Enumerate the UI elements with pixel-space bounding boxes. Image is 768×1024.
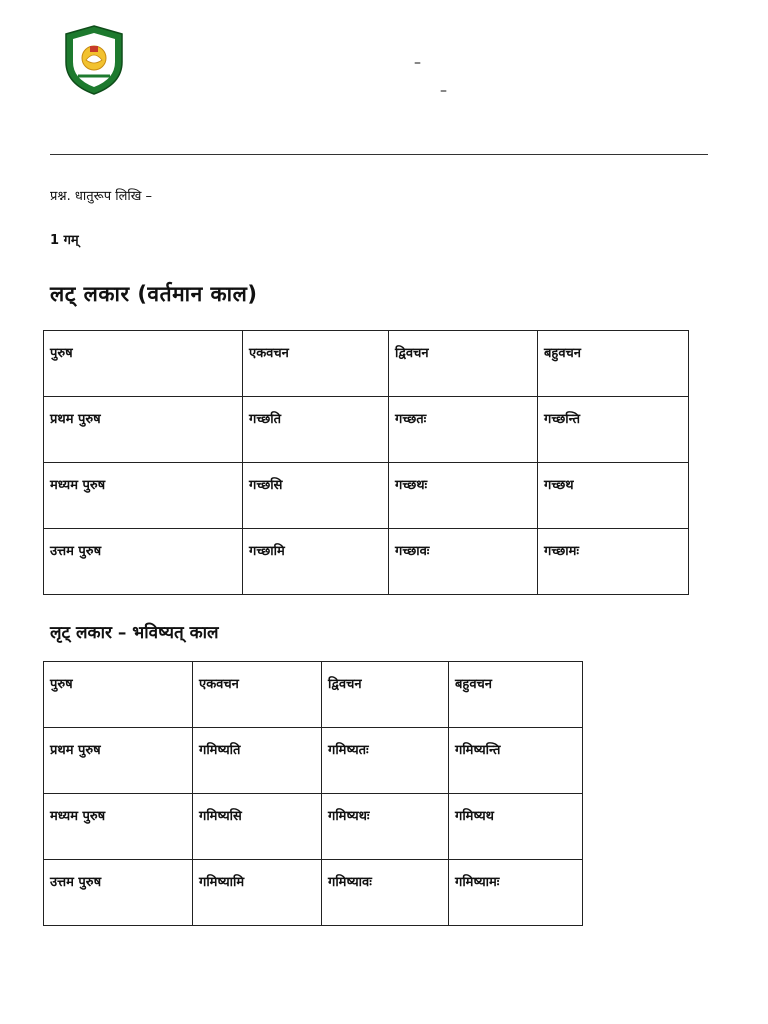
table-cell: गच्छन्ति: [538, 397, 689, 463]
table-header-cell: बहुवचन: [449, 662, 583, 728]
school-crest-logo: [60, 24, 128, 96]
table-cell: उत्तम पुरुष: [44, 860, 193, 926]
table-cell: गमिष्यति: [193, 728, 322, 794]
lat-lakar-table: [43, 330, 689, 595]
table-cell: गच्छथः: [389, 463, 538, 529]
table-header-row: [44, 662, 583, 728]
table-row: [44, 397, 689, 463]
table-cell: गच्छथ: [538, 463, 689, 529]
horizontal-divider: [50, 154, 708, 155]
table-cell: गच्छामः: [538, 529, 689, 595]
table-cell: गमिष्यामि: [193, 860, 322, 926]
table-cell: गच्छावः: [389, 529, 538, 595]
question-text: प्रश्न. धातुरूप लिखि –: [50, 189, 153, 204]
table-cell: उत्तम पुरुष: [44, 529, 243, 595]
table-cell: गच्छतः: [389, 397, 538, 463]
table-cell: प्रथम पुरुष: [44, 728, 193, 794]
table-cell: गमिष्यसि: [193, 794, 322, 860]
table-cell: गच्छति: [243, 397, 389, 463]
table-cell: मध्यम पुरुष: [44, 794, 193, 860]
header-dash-1: –: [414, 55, 421, 71]
table-header-cell: बहुवचन: [538, 331, 689, 397]
root-label: 1 गम्: [50, 233, 79, 248]
table-cell: गमिष्यतः: [322, 728, 449, 794]
table-cell: गमिष्यथः: [322, 794, 449, 860]
table-cell: गमिष्यावः: [322, 860, 449, 926]
section1-heading: लट् लकार (वर्तमान काल): [50, 282, 258, 306]
table-header-cell: पुरुष: [44, 331, 243, 397]
table-header-cell: एकवचन: [243, 331, 389, 397]
table-cell: गमिष्यन्ति: [449, 728, 583, 794]
section2-heading: लृट् लकार – भविष्यत् काल: [50, 623, 219, 643]
table-row: [44, 794, 583, 860]
table-header-cell: पुरुष: [44, 662, 193, 728]
table-row: [44, 463, 689, 529]
table-header-cell: एकवचन: [193, 662, 322, 728]
table-cell: गमिष्यथ: [449, 794, 583, 860]
lrit-lakar-table: [43, 661, 583, 926]
table-cell: गमिष्यामः: [449, 860, 583, 926]
table-cell: गच्छसि: [243, 463, 389, 529]
table-cell: मध्यम पुरुष: [44, 463, 243, 529]
table-cell: गच्छामि: [243, 529, 389, 595]
header-dash-2: –: [440, 83, 447, 99]
table-header-cell: द्विवचन: [389, 331, 538, 397]
table-row: [44, 529, 689, 595]
table-header-row: [44, 331, 689, 397]
table-row: [44, 728, 583, 794]
table-header-cell: द्विवचन: [322, 662, 449, 728]
table-row: [44, 860, 583, 926]
table-cell: प्रथम पुरुष: [44, 397, 243, 463]
